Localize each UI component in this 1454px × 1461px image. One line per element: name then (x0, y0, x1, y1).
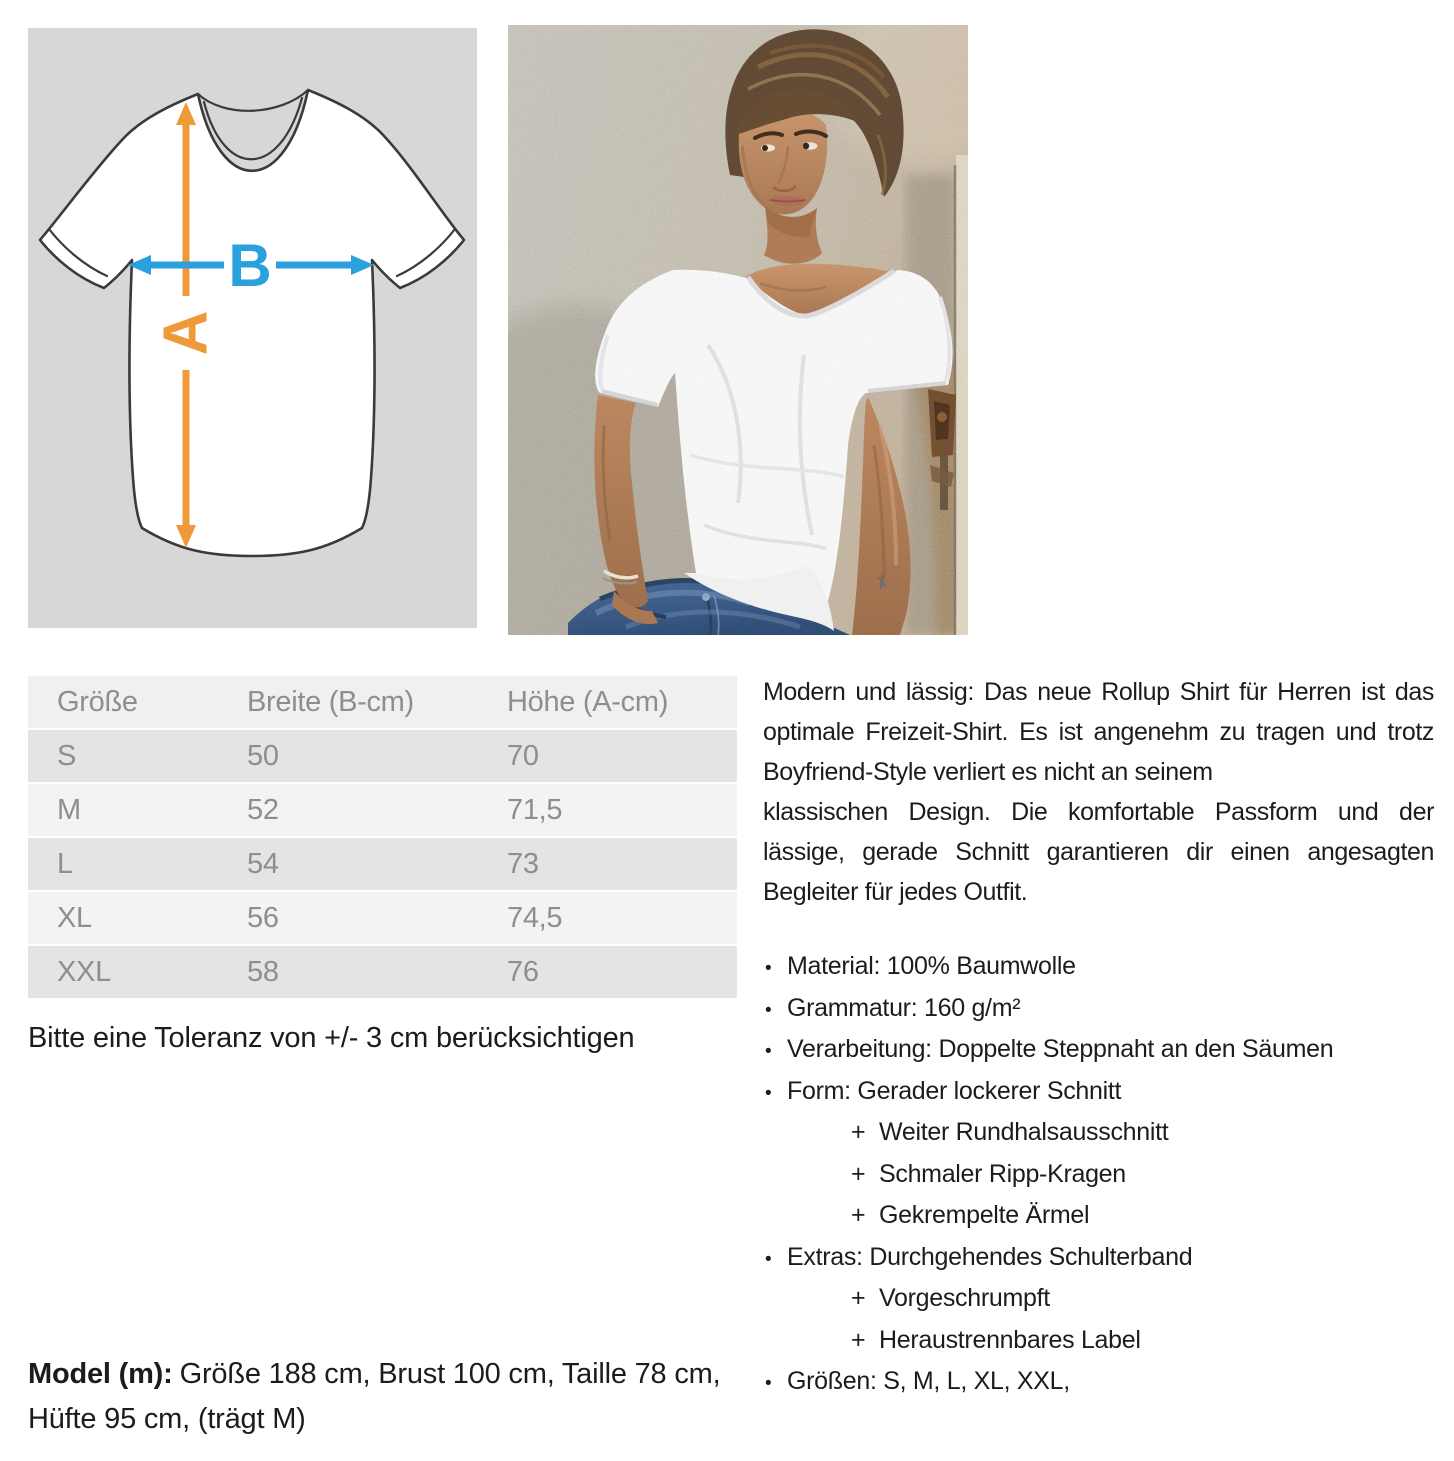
feature-item (763, 1118, 1434, 1160)
size-table-row (28, 946, 737, 998)
description-paragraph: Modern und lässig: Das neue Rollup Shirt für Herren ist das optimale Freizeit-Shirt. Es ist angenehm zu tragen und trotz Boyfriend-Style verliert es nicht an seinem (763, 678, 1434, 786)
feature-item (763, 1160, 1434, 1202)
model-info-text: Größe 188 cm, Brust 100 cm, Taille 78 cm, Hüfte 95 cm, (trägt M) (28, 1358, 721, 1435)
header-cell-hoehe: Höhe (A-cm) (507, 685, 669, 718)
size-cell: XXL (57, 955, 111, 988)
header-cell-breite: Breite (B-cm) (247, 685, 414, 718)
size-diagram-box (28, 28, 477, 628)
feature-item-text: Weiter Rundhalsausschnitt (879, 1118, 1169, 1146)
feature-item (763, 1243, 1434, 1285)
feature-item (763, 1326, 1434, 1368)
feature-item (763, 1284, 1434, 1326)
feature-list (763, 952, 1434, 1409)
feature-item-text: Verarbeitung: Doppelte Steppnaht an den Säumen (787, 1035, 1334, 1063)
feature-item-text: Material: 100% Baumwolle (787, 952, 1076, 980)
hoehe-cell: 76 (507, 955, 539, 988)
feature-item (763, 1201, 1434, 1243)
bullet-marker: + (851, 1159, 866, 1188)
breite-cell: 58 (247, 955, 279, 988)
hoehe-cell: 70 (507, 739, 539, 772)
feature-item-text: Extras: Durchgehendes Schulterband (787, 1242, 1193, 1271)
feature-item (763, 994, 1434, 1036)
feature-item-text: Gekrempelte Ärmel (879, 1201, 1090, 1229)
size-table-row (28, 784, 737, 836)
bullet-marker: • (765, 1041, 772, 1062)
bullet-marker: + (851, 1325, 866, 1354)
model-info-label: Model (m): (28, 1358, 173, 1390)
feature-item (763, 1035, 1434, 1077)
tshirt-outline (40, 90, 464, 556)
feature-item-text: Form: Gerader lockerer Schnitt (787, 1076, 1122, 1105)
breite-cell: 52 (247, 793, 279, 826)
feature-item-text: Größen: S, M, L, XL, XXL, (787, 1367, 1070, 1395)
size-table-header-row (28, 676, 737, 728)
bullet-marker: + (851, 1284, 866, 1312)
product-photo-svg (508, 25, 968, 635)
feature-item-text: Schmaler Ripp-Kragen (879, 1159, 1126, 1188)
photo-grain-overlay (508, 25, 968, 635)
bullet-marker: • (765, 1082, 772, 1104)
size-table-body (28, 730, 737, 998)
size-cell: XL (57, 901, 92, 934)
bullet-marker: • (765, 999, 772, 1021)
breite-cell: 50 (247, 739, 279, 772)
size-diagram-svg (28, 28, 477, 628)
hoehe-cell: 74,5 (507, 901, 563, 934)
feature-item (763, 1367, 1434, 1409)
tolerance-note: Bitte eine Toleranz von +/- 3 cm berücksichtigen (28, 1022, 635, 1054)
feature-item (763, 1077, 1434, 1119)
hoehe-cell: 73 (507, 847, 539, 880)
size-table (28, 676, 737, 1000)
bullet-marker: + (851, 1118, 866, 1146)
breite-cell: 56 (247, 901, 279, 934)
description-paragraph: klassischen Design. Die komfortable Passform und der lässige, gerade Schnitt garantieren dir einen angesagten Begleiter für jedes Outfit. (763, 798, 1434, 906)
size-table-row (28, 730, 737, 782)
hoehe-cell: 71,5 (507, 793, 563, 826)
size-cell: S (57, 739, 77, 772)
feature-item-text: Vorgeschrumpft (879, 1284, 1050, 1312)
size-cell: L (57, 847, 73, 880)
size-table-row (28, 838, 737, 890)
feature-item-text: Grammatur: 160 g/m² (787, 993, 1021, 1022)
header-cell-groesse: Größe (57, 685, 138, 718)
product-description (763, 672, 1434, 1409)
bullet-marker: • (765, 1248, 772, 1270)
size-cell: M (57, 793, 81, 826)
size-table-row (28, 892, 737, 944)
bullet-marker: + (851, 1201, 866, 1229)
breite-cell: 54 (247, 847, 279, 880)
label-a: A (151, 310, 221, 356)
bullet-marker: • (765, 1373, 772, 1394)
model-info (28, 1352, 748, 1442)
feature-item (763, 952, 1434, 994)
label-b: B (228, 232, 272, 299)
product-photo (508, 25, 968, 635)
bullet-marker: • (765, 958, 772, 979)
feature-item-text: Heraustrennbares Label (879, 1325, 1141, 1354)
